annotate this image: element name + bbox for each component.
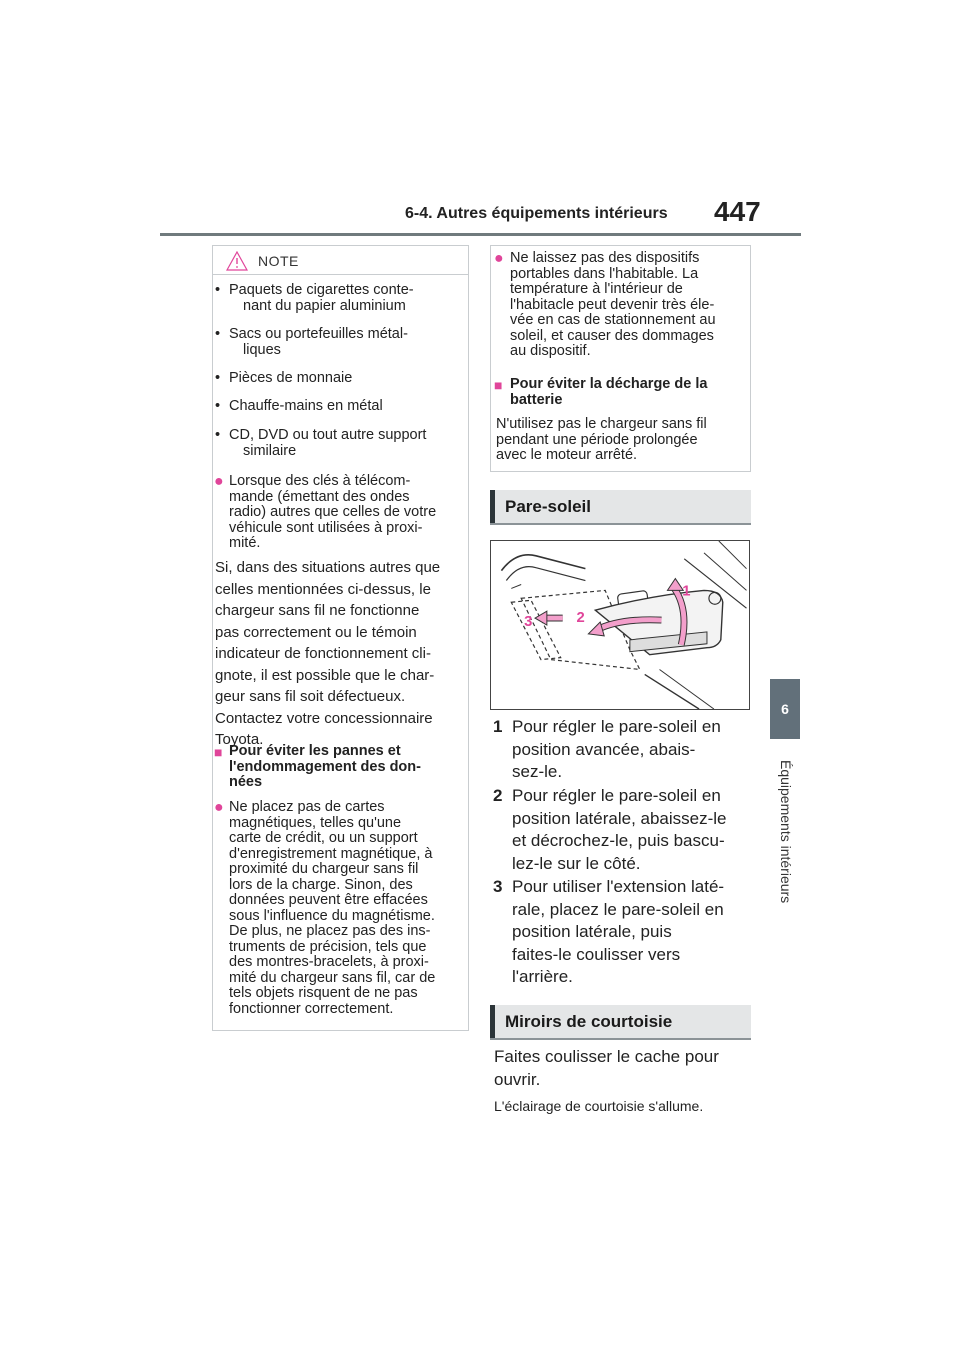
page-number: 447 bbox=[714, 196, 761, 227]
header-rule bbox=[160, 233, 801, 236]
note-label: NOTE bbox=[258, 253, 299, 269]
figure-label-1: 1 bbox=[682, 583, 691, 600]
step-number: 1 bbox=[493, 717, 503, 736]
sun-visor-figure bbox=[490, 540, 750, 710]
figure-label-2: 2 bbox=[576, 610, 585, 627]
circle-item: Ne placez pas de cartes magnétiques, telles qu'une carte de crédit, ou un support d'enregistrement magnétique, à proximité du chargeur sans fil lors de la charge. Sinon, des données peuvent être effacées sous l'influence du magnétisme. De plus, ne placez pas des ins- truments de précision, tels que des montres-bracelets, à proxi- mité du chargeur sans fil, car de tels objets risquent de ne pas fonctionner correctement. bbox=[229, 799, 436, 1017]
bullet-dot: • bbox=[215, 398, 221, 414]
right-subheading: Pour éviter la décharge de la batterie bbox=[510, 376, 708, 408]
circle-bullet-icon: ● bbox=[214, 799, 224, 816]
heading-underline bbox=[490, 523, 751, 525]
chapter-tab[interactable] bbox=[770, 679, 800, 739]
miroirs-note: L'éclairage de courtoisie s'allume. bbox=[494, 1098, 704, 1114]
chapter-number: 6 bbox=[781, 701, 789, 717]
chapter-label: Équipements intérieurs bbox=[778, 760, 794, 904]
bullet-dot: • bbox=[215, 427, 221, 443]
step-text: Pour utiliser l'extension laté- rale, placez le pare-soleil en position latérale, puis faites-le coulisser vers l'arrière. bbox=[512, 877, 725, 986]
note-subheading: Pour éviter les pannes et l'endommagement des don- nées bbox=[229, 743, 421, 790]
heading-underline bbox=[490, 1038, 751, 1040]
bullet-dot: • bbox=[215, 326, 221, 342]
bullet-item: Pièces de monnaie bbox=[229, 370, 353, 386]
bullet-item: Chauffe-mains en métal bbox=[229, 398, 383, 414]
section-heading-miroirs: Miroirs de courtoisie bbox=[490, 1005, 751, 1038]
step-number: 3 bbox=[493, 877, 503, 896]
warning-icon bbox=[226, 251, 248, 271]
circle-bullet-icon: ● bbox=[494, 250, 504, 267]
square-bullet-icon: ■ bbox=[494, 377, 503, 393]
right-paragraph: N'utilisez pas le chargeur sans fil pendant une période prolongée avec le moteur arrêté. bbox=[496, 416, 707, 463]
figure-label-3: 3 bbox=[524, 613, 533, 630]
bullet-dot: • bbox=[215, 370, 221, 386]
bullet-dot: • bbox=[215, 282, 221, 298]
bullet-item: Paquets de cigarettes conte- nant du papier aluminium bbox=[229, 282, 414, 314]
step-text: Pour régler le pare-soleil en position avancée, abais- sez-le. bbox=[512, 717, 721, 781]
bullet-item: Sacs ou portefeuilles métal- liques bbox=[229, 326, 408, 358]
circle-item: Ne laissez pas des dispositifs portables dans l'habitable. La température à l'intérieur de l'habitacle peut devenir très éle- vée en cas de stationnement au soleil, et causer des dommages au dispositif. bbox=[510, 250, 716, 359]
step-number: 2 bbox=[493, 786, 503, 805]
miroirs-paragraph: Faites coulisser le cache pour ouvrir. bbox=[494, 1047, 719, 1089]
circle-bullet-icon: ● bbox=[214, 473, 224, 490]
note-header bbox=[212, 245, 469, 275]
section-title: 6-4. Autres équipements intérieurs bbox=[405, 205, 668, 222]
bullet-item: CD, DVD ou tout autre support similaire bbox=[229, 427, 427, 459]
step-text: Pour régler le pare-soleil en position latérale, abaissez-le et décrochez-le, puis bascu- lez-le sur le côté. bbox=[512, 786, 727, 873]
circle-item: Lorsque des clés à télécom- mande (émettant des ondes radio) autres que celles de votre véhicule sont utilisées à proxi- mité. bbox=[229, 473, 437, 551]
square-bullet-icon: ■ bbox=[214, 744, 223, 760]
section-heading-pare-soleil: Pare-soleil bbox=[490, 490, 751, 523]
note-paragraph: Si, dans des situations autres que celles mentionnées ci-dessus, le chargeur sans fil ne fonctionne pas correctement ou le témoin indicateur de fonctionnement cli- gnote, il est possible que le char- geur sans fil soit défectueux. Contactez votre concessionnaire Toyota. bbox=[215, 559, 441, 748]
